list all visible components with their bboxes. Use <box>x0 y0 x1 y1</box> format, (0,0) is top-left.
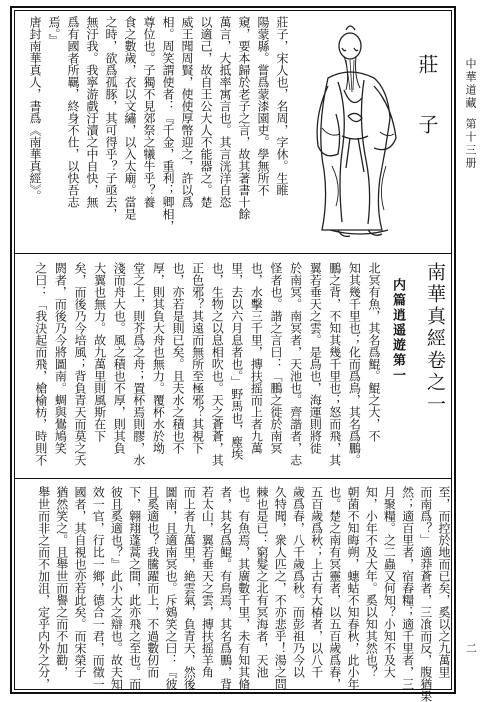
text-column: 彼且奚適也？』此小大之辯也。故夫知 <box>109 486 124 690</box>
text-column: 知，小年不及大年。奚以知其然也？ <box>364 486 379 678</box>
text-column: 萬言，大抵率寓言也。其言洸洋自恣 <box>218 16 232 208</box>
text-column: 也，水擊三千里，摶扶摇而上者九萬 <box>249 262 264 454</box>
text-column: 若太山，翼若垂天之雲，摶扶摇羊角 <box>200 486 215 678</box>
text-column: 於南冥。南冥者，天池也。齊諧者，志 <box>288 262 303 466</box>
text-column: 舉世而非之而不加沮，定乎内外之分， <box>36 486 51 690</box>
text-column: 北冥有魚，其名爲鯤。鯤之大，不 <box>367 262 381 442</box>
text-column: 爲有國者所羈，終身不仕，以快吾志 <box>66 16 80 208</box>
text-column: 至，而控於地而已矣，奚以之九萬里 <box>437 486 451 678</box>
text-column: 而上者九萬里，絶雲氣，負青天，然後 <box>182 486 197 690</box>
text-column: 堂之上，則芥爲之舟；置杯焉則膠，水 <box>131 262 146 466</box>
text-column: 五百歲爲秋；上古有大椿者，以八千 <box>309 486 324 678</box>
text-column: 大翼也無力。故九萬里則風斯在下 <box>92 262 107 442</box>
text-column: 者，其名爲鯤。有鳥焉，其名爲鵬，背 <box>218 486 233 690</box>
text-column: 正色邪？其遠而無所至極邪？其視下 <box>190 262 205 454</box>
text-column: 翼若垂天之雲。是鳥也，海運則將徙 <box>308 262 323 454</box>
text-column: 也，生物之以息相吹也。天之蒼蒼，其 <box>210 262 225 466</box>
text-column: 尊位也。子獨不見郊祭之犧牛乎？養 <box>142 16 156 208</box>
chapter-title: 内篇逍遥遊第一 <box>390 278 405 383</box>
text-column: 圖南，且適南冥也。斥鴳笑之曰：『彼 <box>164 486 178 690</box>
text-column: 效一官，行比一鄉，德合一君，而徵一 <box>91 486 106 690</box>
portrait-caption: 莊 子 <box>415 54 439 144</box>
text-column: 怪者也。諧之言曰：「鵬之徙於南冥 <box>269 262 283 454</box>
text-column: 鵬之背，不知其幾千里也；怒而飛，其 <box>327 262 342 466</box>
text-column: 里，去以六月息者也。」野馬也，塵埃 <box>229 262 244 460</box>
text-column: 陽蒙縣。嘗爲蒙漆園吏。學無所不 <box>256 16 270 196</box>
text-column: 然；適百里者，宿舂糧；適千里者，三 <box>400 486 415 690</box>
side-volume: 第十三册 <box>464 118 477 170</box>
text-column: 月聚糧。之二蟲又何知？小知不及大 <box>382 486 397 678</box>
text-column: 以適己，故自王公大人不能器之。楚 <box>199 16 213 208</box>
text-column: 猶然笑之。且舉世而譽之而不加勸， <box>54 486 69 678</box>
text-column: 淺而舟大也。風之積也不厚，則其負 <box>112 262 127 454</box>
text-column: 矣，而後乃今培風；背負青天而莫之夭 <box>73 262 87 466</box>
page-number: 二 <box>466 642 477 655</box>
text-column: 下，翱翔蓬蒿之間，此亦飛之至也。而 <box>127 486 142 690</box>
text-column: 也。有魚焉，其廣數千里，未有知其脩 <box>236 486 251 690</box>
text-column: 知其幾千里也；化而爲鳥，其名爲鵬。 <box>347 262 362 466</box>
text-column: 而南爲？」適莽蒼者，三飡而反，腹猶果 <box>418 486 433 702</box>
text-column: 食之數歲，衣以文繡，以入太廟。當是 <box>123 16 137 220</box>
text-column: 無汙我。我寧游戲汙瀆之中自快，無 <box>85 16 99 208</box>
text-column: 久特聞，衆人匹之，不亦悲乎！湯之問 <box>273 486 288 690</box>
text-column: 國者，其自視也亦若此矣。而宋榮子 <box>73 486 87 678</box>
side-book-title: 中華道藏 <box>464 58 477 110</box>
section-divider <box>14 478 452 479</box>
portrait <box>288 12 448 250</box>
text-column: 之時，欲爲孤豚，其可得乎？子亟去， <box>104 16 118 220</box>
text-column: 焉。』 <box>47 16 61 46</box>
text-column: 相。周笑謂使者：『千金，重利；卿相， <box>161 16 175 232</box>
text-column: 且奚適也？我騰躍而上，不過數仞而 <box>145 486 160 678</box>
text-column: 閼者，而後乃今將圖南。蜩與鷽鳩笑 <box>53 262 68 454</box>
text-column: 窺，要本歸於老子之言，故其著書十餘 <box>237 16 251 220</box>
text-column: 厚，則其負大舟也無力。覆杯水於坳 <box>151 262 166 454</box>
sage-figure-illustration <box>288 16 408 246</box>
text-column: 唐封南華真人，書爲《南華真經》。 <box>28 16 42 202</box>
text-column: 歲爲春，八千歲爲秋。而彭祖乃今以 <box>291 486 306 678</box>
juan-title: 南華真經卷之一 <box>424 262 446 416</box>
section-divider <box>14 253 452 254</box>
text-column: 棘也是已：窮髮之北有冥海者，天池 <box>255 486 269 678</box>
text-column: 之曰：「我決起而飛，槍榆枋，時則不 <box>33 262 48 466</box>
text-column: 威王聞周賢，使使厚幣迎之，許以爲 <box>180 16 194 208</box>
text-column: 也，亦若是則已矣。且夫水之積也不 <box>171 262 185 454</box>
text-column: 朝菌不知晦朔，蟪蛄不知春秋，此小年 <box>346 486 360 690</box>
text-column: 莊子，宋人也，名周，字休。生睢 <box>275 16 289 196</box>
text-column: 也。楚之南有冥靈者，以五百歲爲春， <box>327 486 342 690</box>
